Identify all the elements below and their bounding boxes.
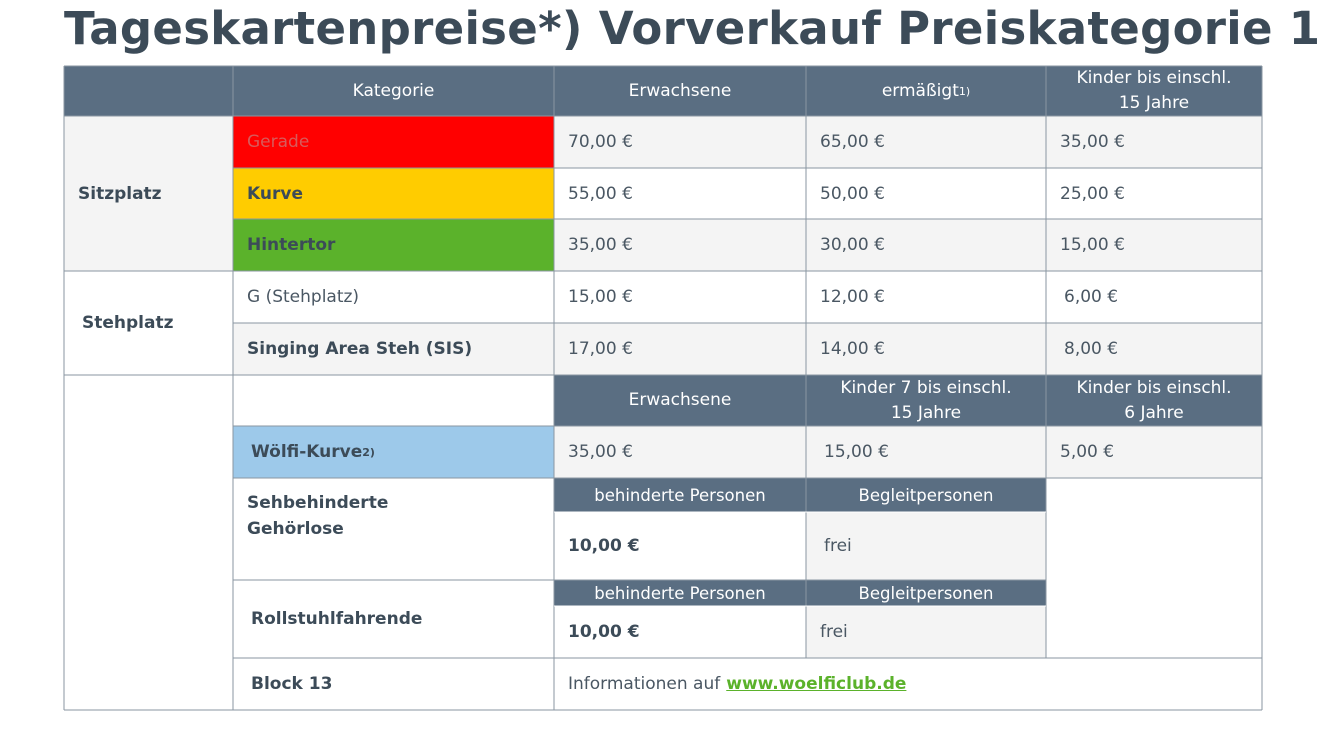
header-kinder-7-15 — [806, 375, 1046, 426]
price-cell: 14,00 € — [806, 323, 1046, 375]
price-cell: 15,00 € — [568, 287, 633, 307]
price-cell: 50,00 € — [820, 183, 885, 204]
price-cell: 15,00 € — [806, 426, 1046, 478]
price-cell: 17,00 € — [554, 323, 806, 375]
rollstuhl-label: Rollstuhlfahrende — [251, 609, 423, 629]
header-ermaessigt — [806, 66, 1046, 116]
block13-info-text: Informationen auf — [568, 674, 721, 694]
category-singing-area: Singing Area Steh (SIS) — [233, 323, 554, 375]
category-woelfi-kurve — [233, 426, 554, 478]
header-kinder — [1046, 66, 1262, 116]
price-cell: 5,00 € — [1046, 426, 1262, 478]
header-kategorie: Kategorie — [233, 66, 554, 116]
category-kurve: Kurve — [233, 168, 554, 219]
header-behinderte-personen: behinderte Personen — [554, 580, 806, 606]
price-cell: 8,00 € — [1046, 323, 1262, 375]
price-rollstuhl: 10,00 € — [568, 622, 640, 642]
header-kinder-7-15-line1: Kinder 7 bis einschl. — [840, 377, 1012, 398]
header-erwachsene: Erwachsene — [554, 66, 806, 116]
block13-info — [554, 658, 1262, 710]
category-stehplatz-g: G (Stehplatz) — [247, 287, 360, 307]
category-gerade: Gerade — [233, 116, 554, 168]
header-woelfi-erwachsene: Erwachsene — [554, 375, 806, 426]
header-kinder-6 — [1046, 375, 1262, 426]
price-cell: 35,00 € — [554, 426, 806, 478]
price-begleit-sehbehinderte: frei — [806, 512, 1046, 580]
header-begleitpersonen: Begleitpersonen — [806, 478, 1046, 512]
price-cell: 15,00 € — [1046, 219, 1262, 271]
header-kinder-line2: 15 Jahre — [1118, 93, 1190, 113]
price-cell: 35,00 € — [1046, 116, 1262, 168]
header-kinder-7-15-line2: 15 Jahre — [890, 402, 962, 423]
sehbehinderte-label — [233, 478, 554, 580]
page-title: Tageskartenpreise*) Vorverkauf Preiskategorie 1 — [64, 2, 1320, 55]
woelficlub-link[interactable]: www.woelficlub.de — [726, 674, 907, 694]
price-cell: 12,00 € — [820, 287, 885, 307]
header-empty-cell — [64, 66, 233, 116]
category-hintertor: Hintertor — [233, 219, 554, 271]
header-kinder-line1: Kinder bis einschl. — [1076, 68, 1232, 88]
footnote-1-marker: 1) — [958, 84, 971, 98]
woelfi-label: Wölfi-Kurve — [251, 442, 363, 462]
price-cell: 65,00 € — [806, 116, 1046, 168]
price-cell: 70,00 € — [554, 116, 806, 168]
header-begleitpersonen: Begleitpersonen — [806, 580, 1046, 606]
sehbehinderte-line2: Gehörlose — [247, 519, 344, 539]
price-begleit-rollstuhl: frei — [806, 606, 1046, 658]
header-ermaessigt-text: ermäßigt — [881, 80, 959, 101]
price-cell: 35,00 € — [554, 219, 806, 271]
header-kinder-6-line2: 6 Jahre — [1124, 402, 1184, 423]
price-cell: 6,00 € — [1064, 287, 1119, 307]
price-cell: 30,00 € — [806, 219, 1046, 271]
footnote-2-marker: 2) — [362, 445, 375, 459]
sitzplatz-label: Sitzplatz — [64, 116, 233, 271]
price-cell: 55,00 € — [568, 183, 633, 204]
stehplatz-label: Stehplatz — [82, 313, 174, 333]
price-cell: 25,00 € — [1060, 183, 1125, 204]
price-sehbehinderte: 10,00 € — [568, 536, 640, 556]
header-behinderte-personen: behinderte Personen — [554, 478, 806, 512]
block13-label: Block 13 — [251, 674, 333, 694]
header-kinder-6-line1: Kinder bis einschl. — [1076, 377, 1232, 398]
sehbehinderte-line1: Sehbehinderte — [247, 493, 389, 513]
